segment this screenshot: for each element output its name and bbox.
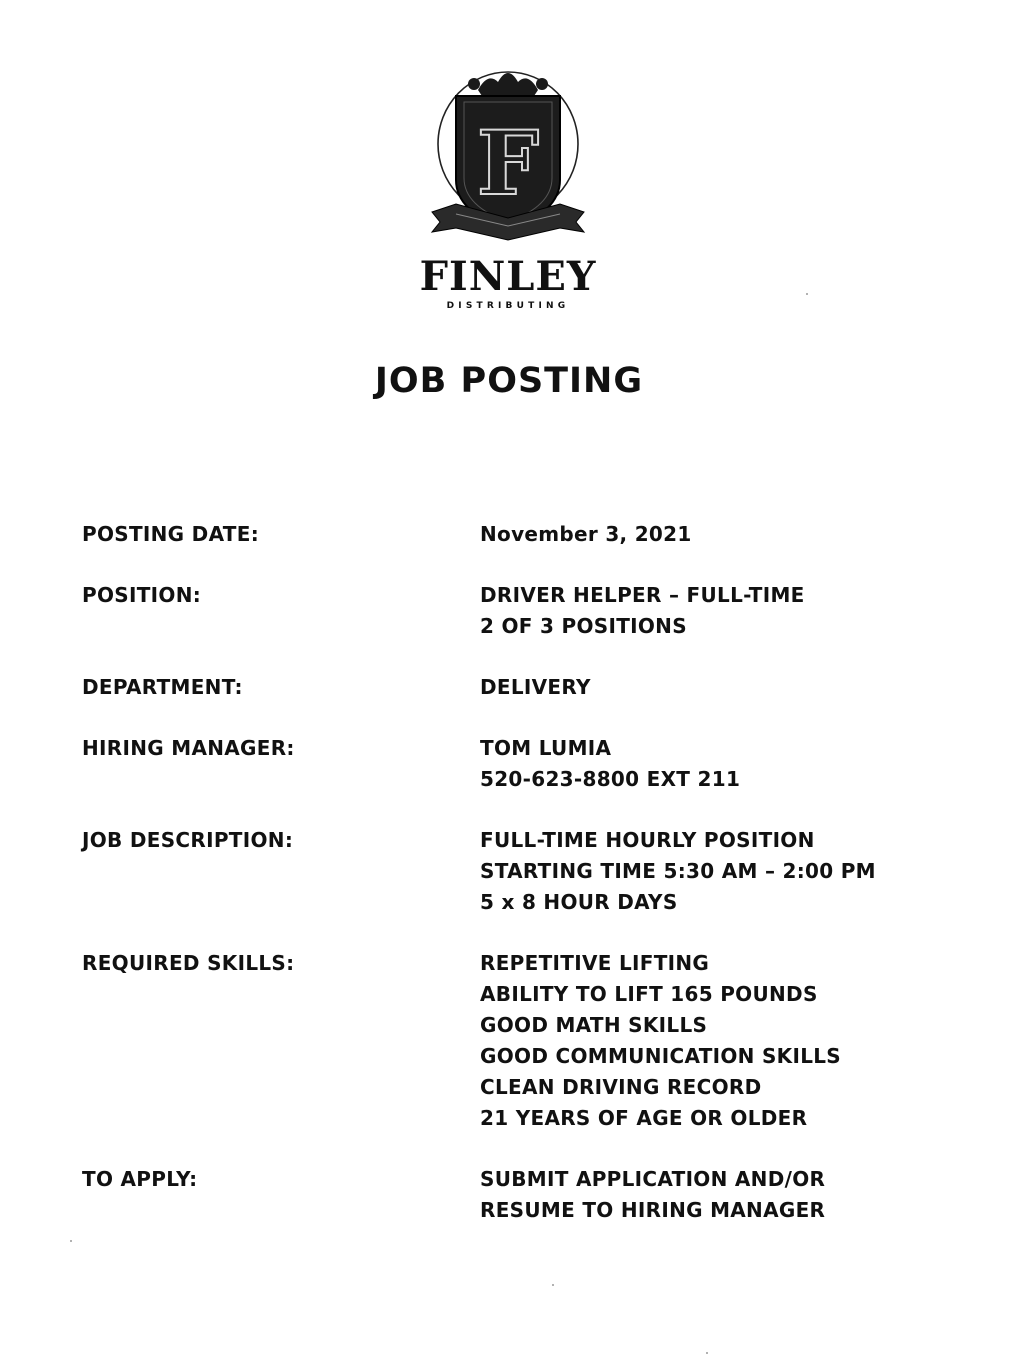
logo-monogram: F xyxy=(476,111,540,215)
field-row xyxy=(82,948,942,1134)
field-value: GOOD MATH SKILLS xyxy=(480,1013,708,1037)
field-value: November 3, 2021 xyxy=(480,522,692,546)
field-row xyxy=(82,733,942,795)
field-row xyxy=(82,1164,942,1226)
field-value: 21 YEARS OF AGE OR OLDER xyxy=(480,1106,808,1130)
field-value: 2 OF 3 POSITIONS xyxy=(480,614,687,638)
field-value: FULL-TIME HOURLY POSITION xyxy=(480,828,815,852)
field-value: RESUME TO HIRING MANAGER xyxy=(480,1198,826,1222)
field-label: POSTING DATE: xyxy=(82,522,259,546)
field-row xyxy=(82,825,942,918)
field-row xyxy=(82,580,942,642)
field-value: DELIVERY xyxy=(480,675,591,699)
field-values xyxy=(480,825,942,918)
scan-speck xyxy=(70,1240,72,1242)
field-label: TO APPLY: xyxy=(82,1167,198,1191)
field-values xyxy=(480,519,942,550)
field-row xyxy=(82,519,942,550)
field-values xyxy=(480,733,942,795)
posting-details xyxy=(82,519,942,1226)
scan-speck xyxy=(806,293,808,295)
field-value: GOOD COMMUNICATION SKILLS xyxy=(480,1044,842,1068)
field-values xyxy=(480,672,942,703)
field-label: REQUIRED SKILLS: xyxy=(82,951,295,975)
field-value: 5 x 8 HOUR DAYS xyxy=(480,890,678,914)
field-row xyxy=(82,672,942,703)
field-value: CLEAN DRIVING RECORD xyxy=(480,1075,762,1099)
field-label: DEPARTMENT: xyxy=(82,675,243,699)
field-values xyxy=(480,948,942,1134)
field-value: SUBMIT APPLICATION AND/OR xyxy=(480,1167,826,1191)
finley-logo xyxy=(416,62,600,314)
finley-crest-icon xyxy=(416,62,600,314)
field-label: POSITION: xyxy=(82,583,202,607)
field-label: HIRING MANAGER: xyxy=(82,736,295,760)
field-values xyxy=(480,1164,942,1226)
field-values xyxy=(480,580,942,642)
field-value: TOM LUMIA xyxy=(480,736,612,760)
field-value: REPETITIVE LIFTING xyxy=(480,951,710,975)
logo-wordmark: FINLEY xyxy=(419,253,597,300)
logo-tagline: DISTRIBUTING xyxy=(446,301,570,311)
field-value: DRIVER HELPER – FULL-TIME xyxy=(480,583,805,607)
scan-speck xyxy=(552,1284,554,1286)
page-title: JOB POSTING xyxy=(374,361,644,401)
field-value: STARTING TIME 5:30 AM – 2:00 PM xyxy=(480,859,876,883)
field-value: 520-623-8800 EXT 211 xyxy=(480,767,741,791)
scan-speck xyxy=(706,1352,708,1354)
field-label: JOB DESCRIPTION: xyxy=(82,828,294,852)
field-value: ABILITY TO LIFT 165 POUNDS xyxy=(480,982,818,1006)
